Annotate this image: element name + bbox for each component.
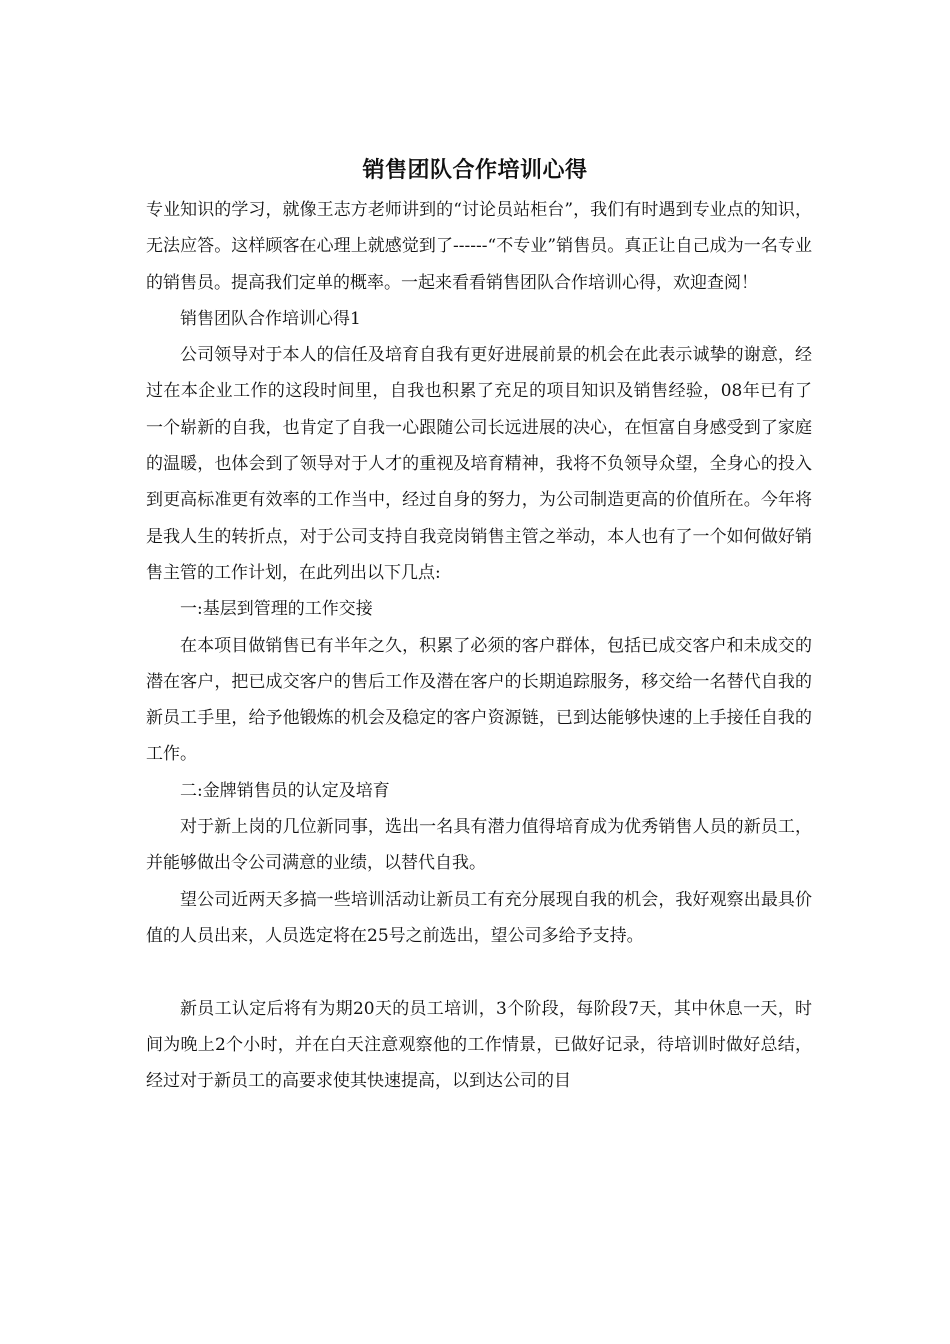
subsection-heading: 一:基层到管理的工作交接 bbox=[180, 599, 373, 620]
body-paragraph: 在本项目做销售已有半年之久，积累了必须的客户群体，包括已成交客户和未成交的潜在客户，把已成交客户的售后工作及潜在客户的长期追踪服务，移交给一名替代自我的新员工手里，给予他锻炼的机会及稳定的客户资源链，已到达能够快速的上手接任自我的工作。 bbox=[146, 635, 812, 765]
blank-line bbox=[146, 954, 812, 990]
section-heading: 销售团队合作培训心得1 bbox=[180, 308, 361, 329]
intro-paragraph: 专业知识的学习，就像王志方老师讲到的“讨论员站柜台”，我们有时遇到专业点的知识，无法应答。这样顾客在心理上就感觉到了------“不专业”销售员。真正让自己成为一名专业的销售员。提高我们定单的概率。一起来看看销售团队合作培训心得，欢迎查阅！ bbox=[146, 200, 812, 293]
body-paragraph: 公司领导对于本人的信任及培育自我有更好进展前景的机会在此表示诚挚的谢意，经过在本企业工作的这段时间里，自我也积累了充足的项目知识及销售经验，08年已有了一个崭新的自我，也肯定了自我一心跟随公司长远进展的决心，在恒富自身感受到了家庭的温暖，也体会到了领导对于人才的重视及培育精神，我将不负领导众望，全身心的投入到更高标准更有效率的工作当中，经过自身的努力，为公司制造更高的价值所在。今年将是我人生的转折点，对于公司支持自我竞岗销售主管之举动，本人也有了一个如何做好销售主管的工作计划，在此列出以下几点: bbox=[146, 345, 812, 583]
body-paragraph: 对于新上岗的几位新同事，选出一名具有潜力值得培育成为优秀销售人员的新员工，并能够做出令公司满意的业绩，以替代自我。 bbox=[146, 817, 812, 874]
body-paragraph: 新员工认定后将有为期20天的员工培训，3个阶段，每阶段7天，其中休息一天，时间为晚上2个小时，并在白天注意观察他的工作情景，已做好记录，待培训时做好总结，经过对于新员工的高要求使其快速提高，以到达公司的目 bbox=[146, 998, 812, 1092]
document-body bbox=[146, 192, 812, 1099]
document-title: 销售团队合作培训心得 bbox=[362, 157, 588, 183]
body-paragraph: 望公司近两天多搞一些培训活动让新员工有充分展现自我的机会，我好观察出最具价值的人员出来，人员选定将在25号之前选出，望公司多给予支持。 bbox=[146, 889, 812, 946]
subsection-heading: 二:金牌销售员的认定及培育 bbox=[180, 780, 390, 801]
